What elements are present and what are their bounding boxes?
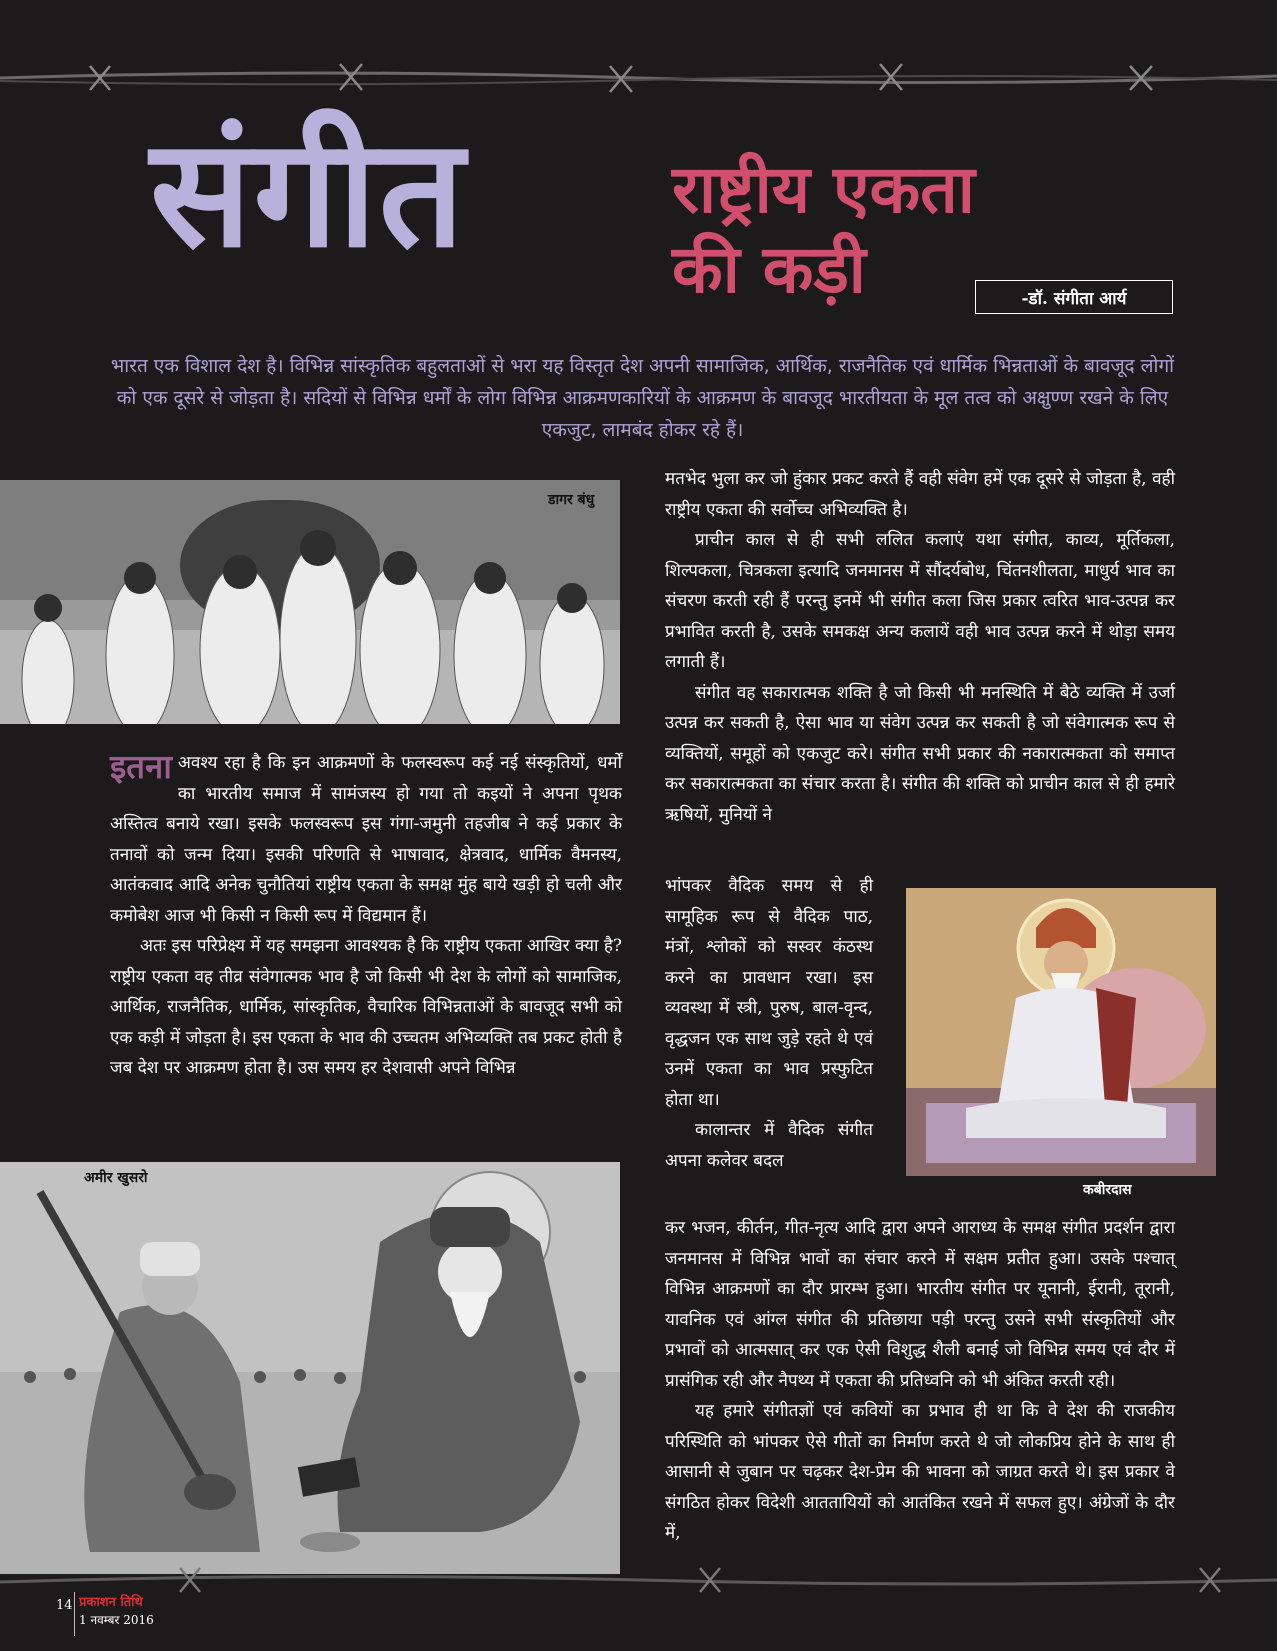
caption-kabirdas: कबीरदास	[1083, 1182, 1132, 1198]
author-byline: -डॉ. संगीता आर्य	[975, 280, 1173, 314]
right-column-text-bottom	[665, 1213, 1175, 1549]
article-subtitle	[672, 150, 975, 310]
barbed-wire-top	[0, 58, 1277, 98]
publication-date: 1 नवम्बर 2016	[79, 1613, 154, 1627]
right-paragraph-3-continued: भांपकर वैदिक समय से ही सामूहिक रूप से वैदिक पाठ, मंत्रों, श्लोकों को सस्वर कंठस्थ करने का प्रावधान रखा। इस व्यवस्था में स्त्री, पुरुष, बाल-वृन्द, वृद्धजन एक साथ जुड़े रहते थे एवं उनमें एकता का भाव प्रस्फुटित होता था।	[665, 876, 873, 1110]
left-paragraph-1-text: अवश्य रहा है कि इन आक्रमणों के फलस्वरूप कई नई संस्कृतियों, धर्मों का भारतीय समाज में सामंजस्य हो गया तो कइयों ने अपना पृथक अस्तित्व बनाये रखा। इसके फलस्वरूप इस गंगा-जमुनी तहजीब ने कई प्रकार के तनावों को जन्म दिया। इसकी परिणति से भाषावाद, क्षेत्रवाद, धार्मिक वैमनस्य, आतंकवाद आदि अनेक चुनौतियां राष्ट्रीय एकता के समक्ष मुंह बाये खड़ी हो चली और कमोबेश आज भी किसी न किसी रूप में विद्यमान हैं।	[110, 753, 622, 926]
right-column-text-top	[665, 464, 1175, 830]
right-paragraph-1: मतभेद भुला कर जो हुंकार प्रकट करते हैं वही संवेग हमें एक दूसरे से जोड़ता है, वही राष्ट्रीय एकता की सर्वोच्च अभिव्यक्ति है।	[665, 469, 1175, 520]
right-paragraph-4-start: कालान्तर में वैदिक संगीत अपना कलेवर बदल	[665, 1120, 873, 1171]
right-column-text-narrow	[665, 871, 873, 1176]
right-paragraph-3: संगीत वह सकारात्मक शक्ति है जो किसी भी मनस्थिति में बैठे व्यक्ति में उर्जा उत्पन्न कर सकती है, ऐसा भाव या संवेग उत्पन्न कर सकती है जो संवेगात्मक रूप से व्यक्तियों, समूहों को एकजुट करे। संगीत सभी प्रकार की नकारात्मकता को समाप्त कर सकारात्मकता का संचार करता है। संगीत की शक्ति को प्राचीन काल से ही हमारे ऋषियों, मुनियों ने	[665, 682, 1175, 825]
intro-paragraph: भारत एक विशाल देश है। विभिन्न सांस्कृतिक बहुलताओं से भरा यह विस्तृत देश अपनी सामाजिक, आर्थिक, राजनैतिक एवं धार्मिक भिन्नताओं के बावजूद लोगों को एक दूसरे से जोड़ता है। सदियों से विभिन्न धर्मों के लोग विभिन्न आक्रमणकारियों के आक्रमण के बावजूद भारतीयता के मूल तत्व को अक्षुण्ण रखने के लिए एकजुट, लामबंद होकर रहे हैं।	[110, 355, 1175, 441]
kabirdas-painting	[906, 888, 1216, 1176]
drop-cap-word: इतना	[110, 747, 172, 786]
subtitle-line-2: की कड़ी	[672, 231, 866, 308]
right-paragraph-5: यह हमारे संगीतज्ञों एवं कवियों का प्रभाव ही था कि वे देश की राजकीय परिस्थिति को भांपकर ऐसे गीतों का निर्माण करते थे जो लोकप्रिय होने के साथ ही आसानी से जुबान पर चढ़कर देश-प्रेम की भावना को जाग्रत करते थे। इस प्रकार वे संगठित होकर विदेशी आततायियों को आतंकित रखने में सफल हुए। अंग्रेजों के दौर में,	[665, 1401, 1175, 1543]
left-column-text	[110, 748, 622, 1084]
right-paragraph-4-rest: कर भजन, कीर्तन, गीत-नृत्य आदि द्वारा अपने आराध्य के समक्ष संगीत प्रदर्शन द्वारा जनमानस में विभिन्न भावों का संचार करने में सक्षम प्रतीत हुआ। उसके पश्चात् विभिन्न आक्रमणों का दौर प्रारम्भ हुआ। भारतीय संगीत पर यूनानी, ईरानी, तूरानी, यावनिक एवं आंग्ल संगीत की प्रतिछाया पड़ी परन्तु उसने सभी संस्कृतियों और प्रभावों को आत्मसात् कर एक ऐसी विशुद्ध शैली बनाई जो विभिन्न समय एवं दौर में प्रासंगिक रही और नैपथ्य में एकता की प्रतिध्वनि को भी अंकित करती रही।	[665, 1218, 1175, 1391]
right-paragraph-2: प्राचीन काल से ही सभी ललित कलाएं यथा संगीत, काव्य, मूर्तिकला, शिल्पकला, चित्रकला इत्यादि जनमानस में सौंदर्यबोध, चिंतनशीलता, माधुर्य भाव का संचरण करती रही हैं परन्तु इनमें भी संगीत कला जिस प्रकार त्वरित भाव-उत्पन्न कर प्रभावित करती है, उसके समकक्ष अन्य कलायें वही भाव उत्पन्न करने में थोड़ा समय लगाती हैं।	[665, 530, 1175, 672]
barbed-wire-bottom	[0, 1560, 1277, 1600]
article-title: संगीत	[150, 105, 467, 281]
caption-dagar-brothers: डागर बंधु	[548, 492, 595, 508]
publication-label: प्रकाशन तिथि	[79, 1595, 143, 1610]
page-number: 14	[56, 1598, 73, 1613]
left-paragraph-2: अतः इस परिप्रेक्ष्य में यह समझना आवश्यक है कि राष्ट्रीय एकता आखिर क्या है? राष्ट्रीय एकता वह तीव्र संवेगात्मक भाव है जो किसी भी देश के लोगों को सामाजिक, आर्थिक, राजनैतिक, धार्मिक, सांस्कृतिक, वैचारिक विभिन्नताओं के बावजूद सभी को एक कड़ी में जोड़ता है। इस एकता के भाव की उच्चतम अभिव्यक्ति तब प्रकट होती है जब देश पर आक्रमण होता है। उस समय हर देशवासी अपने विभिन्न	[110, 936, 622, 1078]
caption-amir-khusro: अमीर खुसरो	[84, 1170, 148, 1186]
amir-khusro-painting	[0, 1162, 620, 1574]
footer-divider	[74, 1592, 75, 1636]
dagar-brothers-photo	[0, 480, 620, 724]
left-paragraph-1	[110, 748, 622, 931]
subtitle-line-1: राष्ट्रीय एकता	[672, 151, 975, 228]
